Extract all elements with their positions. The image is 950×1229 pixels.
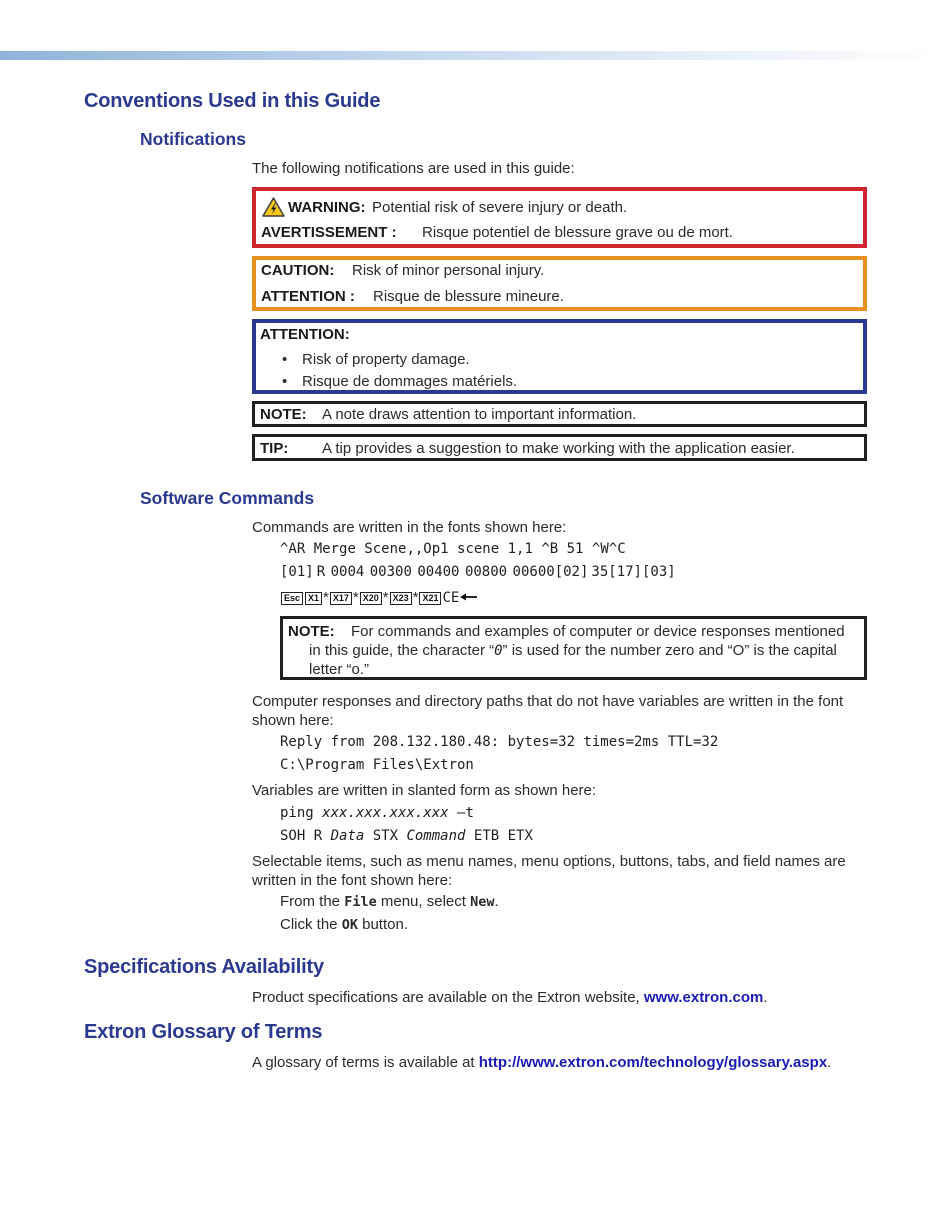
tip-box [252, 434, 867, 461]
variables-intro: Variables are written in slanted form as shown here: [252, 782, 597, 799]
asterisk: * [323, 589, 329, 606]
cmd2-part: [02] [554, 564, 589, 580]
attention-label: ATTENTION: [260, 326, 350, 343]
asterisk: * [412, 589, 419, 606]
ping-example [280, 805, 474, 821]
cmd1-part: ^B [541, 541, 559, 557]
ping-var: xxx.xxx.xxx.xxx [322, 805, 449, 821]
path-example: C:\Program Files\Extron [280, 757, 474, 773]
note-text-part: in this guide, the character “ [309, 642, 495, 659]
from-text: From the [280, 893, 345, 910]
cmd1-part: ^W^C [591, 541, 626, 557]
cmd2-part: 00800 [464, 564, 508, 580]
glossary-period: . [827, 1054, 832, 1071]
from-text: . [494, 893, 499, 910]
cmd1-part: Merge Scene,,Op1 scene 1,1 [313, 541, 533, 557]
caution-fr-label: ATTENTION : [261, 288, 355, 305]
glossary-heading: Extron Glossary of Terms [84, 1021, 323, 1043]
notifications-heading: Notifications [140, 129, 246, 149]
extron-website-link[interactable]: www.extron.com [643, 989, 764, 1006]
key-esc: Esc [281, 592, 303, 605]
soh-command-var: Command [406, 828, 466, 844]
commands-note-line-2 [309, 641, 837, 661]
note-text: A note draws attention to important information. [322, 406, 637, 423]
responses-intro-line-1: Computer responses and directory paths that do not have variables are written in the font [252, 693, 844, 710]
header-gradient-bar [0, 51, 950, 60]
specifications-sentence: Product specifications are available on the Extron website, [252, 989, 644, 1006]
warning-fr-text: Risque potentiel de blessure grave ou de mort. [422, 224, 734, 241]
note-label: NOTE: [260, 406, 307, 423]
cmd1-part: ^AR [280, 541, 306, 557]
key-x17: X17 [330, 592, 352, 605]
soh-part: ETB ETX [465, 828, 533, 844]
tip-label: TIP: [260, 440, 289, 457]
glossary-sentence: A glossary of terms is available at [252, 1054, 479, 1071]
warning-box [252, 187, 867, 248]
zero-char: 0 [494, 643, 503, 659]
attention-box [252, 319, 867, 394]
commands-note-line-1: For commands and examples of computer or device responses mentioned [351, 623, 845, 640]
soh-part: STX [364, 828, 407, 844]
attention-item-1: Risk of property damage. [302, 351, 470, 368]
warning-text: Potential risk of severe injury or death. [372, 199, 628, 216]
click-text: Click the [280, 916, 342, 933]
soh-example [280, 828, 533, 844]
caution-text: Risk of minor personal injury. [352, 262, 545, 279]
cmd2-part: 35 [591, 564, 609, 580]
attention-item-2: Risque de dommages matériels. [302, 373, 518, 390]
selectable-intro-line-1: Selectable items, such as menu names, menu options, buttons, tabs, and field names are [252, 853, 846, 870]
ping-cmd: ping [280, 805, 323, 821]
glossary-text [252, 1053, 867, 1072]
warning-fr-label: AVERTISSEMENT : [261, 224, 397, 241]
key-x21: X21 [419, 592, 441, 605]
asterisk: * [352, 589, 359, 606]
note-box [252, 401, 867, 427]
soh-part: SOH R [280, 828, 331, 844]
click-text: button. [357, 916, 408, 933]
cmd2-part: [01] [280, 564, 314, 580]
cmd2-part: R [316, 564, 326, 580]
cmd2-part: 00300 [369, 564, 412, 580]
warning-label: WARNING: [288, 199, 366, 216]
glossary-link[interactable]: http://www.extron.com/technology/glossary.aspx [478, 1054, 828, 1071]
specifications-text [252, 988, 867, 1007]
new-option-name: New [470, 894, 495, 910]
note-text-part: ” is used for the number zero and “O” is the capital [502, 642, 837, 659]
ce-text: CE [442, 590, 460, 606]
from-text: menu, select [376, 893, 471, 910]
selectable-intro-line-2: written in the font shown here: [252, 872, 453, 889]
notifications-intro: The following notifications are used in this guide: [252, 160, 575, 177]
ok-button-name: OK [341, 917, 358, 933]
software-commands-heading: Software Commands [140, 488, 315, 508]
cmd2-part: 0004 [330, 564, 365, 580]
key-x23: X23 [390, 592, 412, 605]
ping-flag: –t [448, 805, 474, 821]
responses-intro-line-2: shown here: [252, 712, 334, 729]
cmd2-part: 00600 [512, 564, 555, 580]
command-example-1 [280, 541, 626, 557]
commands-note-line-3: letter “o.” [309, 661, 370, 678]
cmd2-part: [17] [608, 564, 642, 580]
commands-intro: Commands are written in the fonts shown here: [252, 519, 567, 536]
enter-arrow-icon [460, 588, 477, 606]
caution-fr-text: Risque de blessure mineure. [373, 288, 564, 305]
attention-bullet-dot: • [282, 351, 288, 368]
tip-text: A tip provides a suggestion to make working with the application easier. [322, 440, 795, 457]
specifications-period: . [763, 989, 768, 1006]
key-x20: X20 [360, 592, 382, 605]
file-menu-name: File [344, 894, 377, 910]
specifications-heading: Specifications Availability [84, 956, 324, 978]
commands-note-label: NOTE: [288, 623, 335, 640]
reply-example: Reply from 208.132.180.48: bytes=32 times=2ms TTL=32 [280, 734, 719, 750]
cmd2-part: 00400 [417, 564, 460, 580]
cmd1-part: 51 [566, 541, 584, 557]
commands-note-box [280, 616, 867, 680]
caution-box [252, 256, 867, 311]
conventions-heading: Conventions Used in this Guide [84, 90, 381, 112]
click-ok-example [280, 916, 408, 933]
asterisk: * [382, 589, 389, 606]
caution-label: CAUTION: [261, 262, 335, 279]
key-x1: X1 [305, 592, 322, 605]
soh-data-var: Data [330, 828, 365, 844]
command-example-3 [280, 588, 477, 607]
command-example-2 [280, 564, 676, 580]
warning-triangle-icon [262, 197, 285, 221]
attention-bullet-dot: • [282, 373, 288, 390]
from-file-example [280, 893, 499, 910]
cmd2-part: [03] [641, 564, 676, 580]
